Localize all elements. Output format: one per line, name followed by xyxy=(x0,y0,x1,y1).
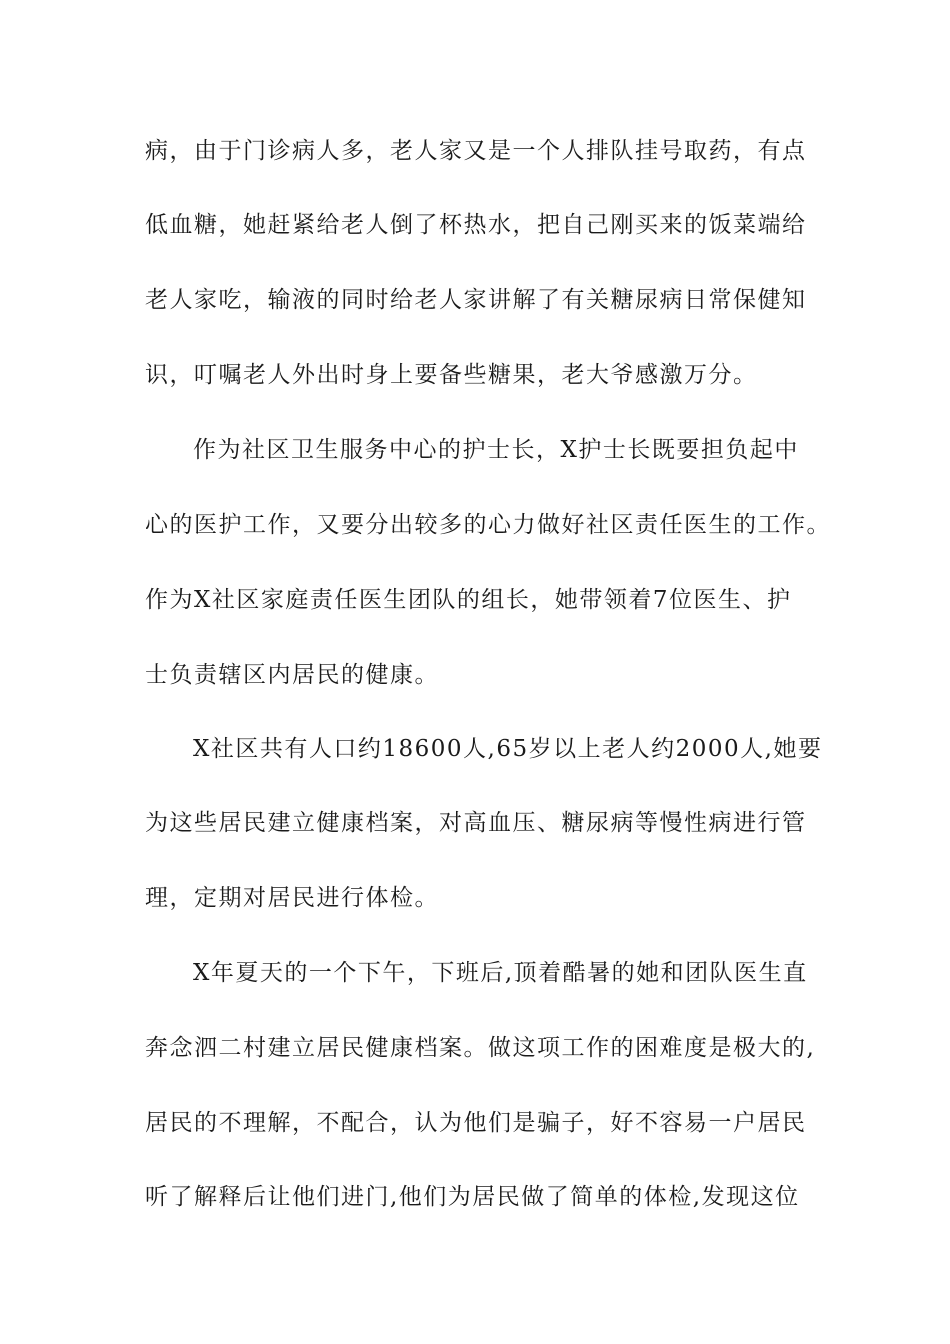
text-line: 为这些居民建立健康档案，对高血压、糖尿病等慢性病进行管 xyxy=(145,810,807,836)
text-line: 心的医护工作，又要分出较多的心力做好社区责任医生的工作。 xyxy=(145,512,831,538)
text-line: 居民的不理解，不配合，认为他们是骗子，好不容易一户居民 xyxy=(145,1110,807,1136)
text-line: 理，定期对居民进行体检。 xyxy=(145,885,439,911)
text-line: 识，叮嘱老人外出时身上要备些糖果，老大爷感激万分。 xyxy=(145,362,758,388)
text-line: 奔念泗二村建立居民健康档案。做这项工作的困难度是极大的, xyxy=(145,1035,816,1061)
text-line: 病，由于门诊病人多，老人家又是一个人排队挂号取药，有点 xyxy=(145,138,807,164)
text-line: 老人家吃，输液的同时给老人家讲解了有关糖尿病日常保健知 xyxy=(145,287,807,313)
paragraph-start-line: X年夏天的一个下午，下班后,顶着酷暑的她和团队医生直 xyxy=(193,960,808,986)
paragraph-start-line: 作为社区卫生服务中心的护士长，X护士长既要担负起中 xyxy=(193,437,799,463)
text-line: 听了解释后让他们进门,他们为居民做了简单的体检,发现这位 xyxy=(145,1184,800,1210)
text-line: 作为X社区家庭责任医生团队的组长，她带领着7位医生、护 xyxy=(145,587,792,613)
text-line: 士负责辖区内居民的健康。 xyxy=(145,662,439,688)
paragraph-start-line: X社区共有人口约18600人,65岁以上老人约2000人,她要 xyxy=(193,736,823,762)
text-line: 低血糖，她赶紧给老人倒了杯热水，把自己刚买来的饭菜端给 xyxy=(145,212,807,238)
